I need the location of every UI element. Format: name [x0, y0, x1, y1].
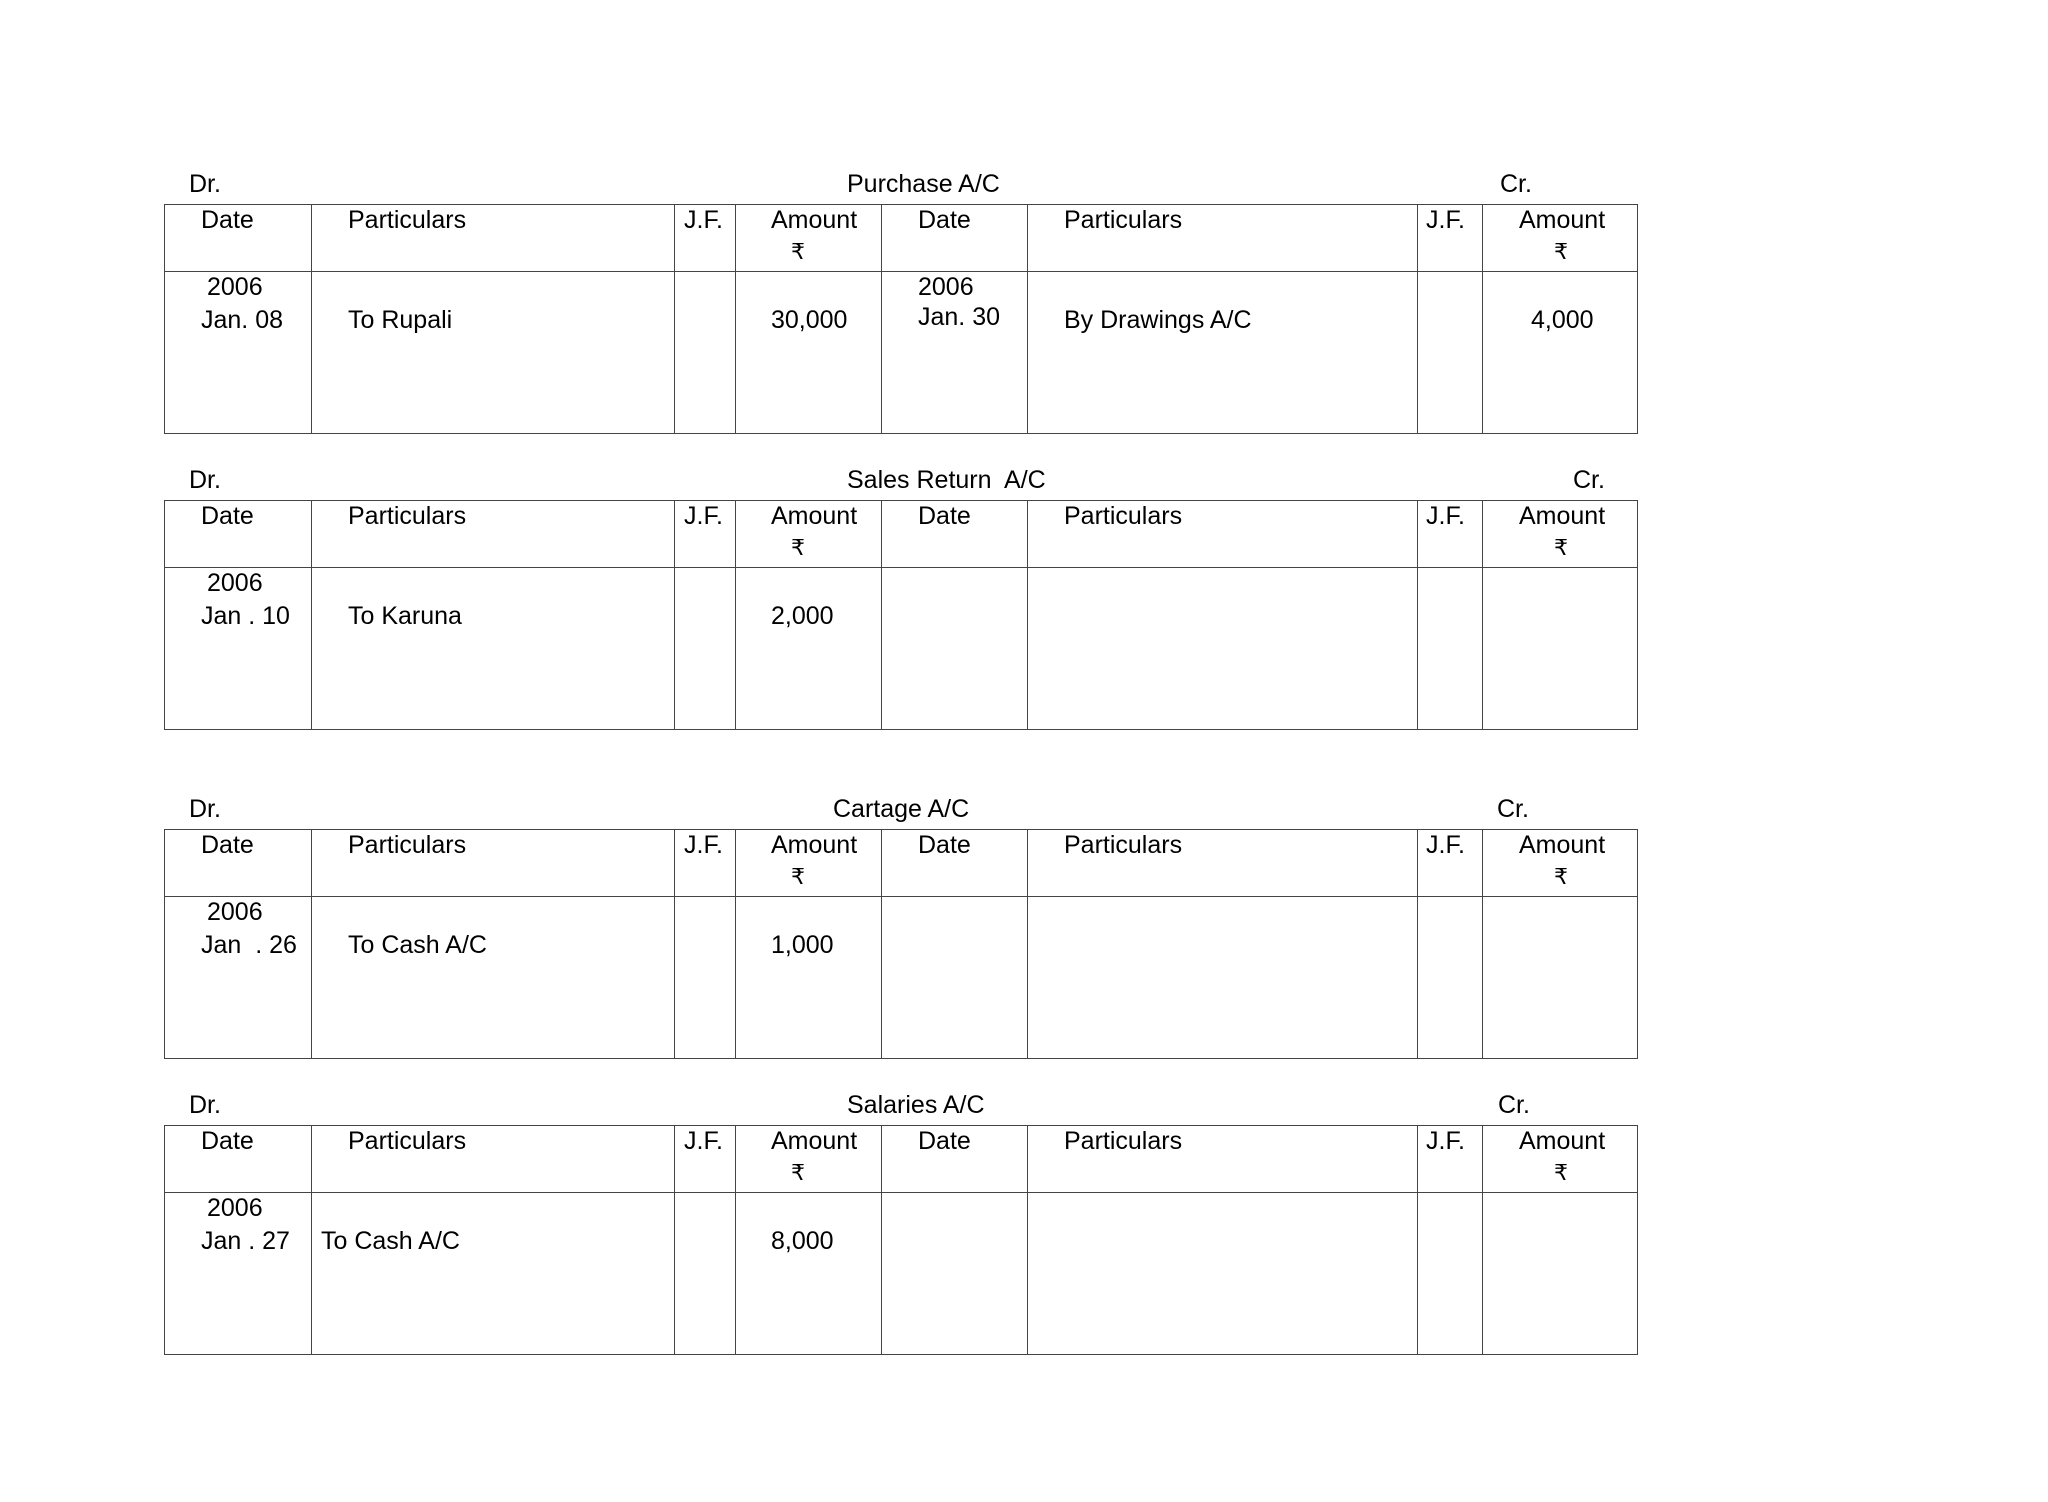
debit-amount: 2,000: [771, 602, 834, 630]
col-divider: [674, 501, 675, 729]
header-date: Date: [201, 206, 254, 234]
header-jf: J.F.: [1426, 502, 1465, 530]
header-amount: Amount: [771, 1127, 858, 1155]
col-divider: [1417, 501, 1418, 729]
debit-date: Jan. 08: [201, 306, 284, 334]
debit-year: 2006: [207, 569, 263, 597]
col-divider: [1027, 205, 1028, 433]
rupee-symbol: ₹: [1554, 1161, 1568, 1186]
ledger-title: Cartage A/C: [833, 795, 970, 823]
debit-date: Jan . 26: [201, 931, 297, 959]
header-date: Date: [201, 502, 254, 530]
header-date: Date: [201, 831, 254, 859]
header-jf: J.F.: [1426, 206, 1465, 234]
rupee-symbol: ₹: [1554, 865, 1568, 890]
col-divider: [1027, 1126, 1028, 1354]
header-particulars: Particulars: [348, 831, 467, 859]
header-amount: Amount: [1519, 502, 1606, 530]
col-divider: [735, 205, 736, 433]
ledger-title: Salaries A/C: [847, 1091, 985, 1119]
col-divider: [735, 830, 736, 1058]
debit-particulars: To Cash A/C: [348, 931, 487, 959]
header-particulars: Particulars: [348, 502, 467, 530]
header-date: Date: [918, 1127, 971, 1155]
cr-label: Cr.: [1497, 795, 1529, 823]
header-amount: Amount: [771, 502, 858, 530]
col-divider: [735, 1126, 736, 1354]
rupee-symbol: ₹: [791, 865, 805, 890]
dr-label: Dr.: [189, 466, 221, 494]
header-amount: Amount: [771, 831, 858, 859]
dr-label: Dr.: [189, 170, 221, 198]
header-jf: J.F.: [684, 502, 723, 530]
header-date: Date: [918, 831, 971, 859]
col-divider: [881, 501, 882, 729]
ledger-table: [164, 204, 1638, 434]
col-divider: [1417, 205, 1418, 433]
header-particulars: Particulars: [1064, 831, 1183, 859]
debit-year: 2006: [207, 1194, 263, 1222]
header-particulars: Particulars: [348, 1127, 467, 1155]
header-date: Date: [201, 1127, 254, 1155]
col-divider: [311, 501, 312, 729]
col-divider: [1417, 1126, 1418, 1354]
ledger-table: [164, 1125, 1638, 1355]
header-jf: J.F.: [1426, 831, 1465, 859]
debit-amount: 30,000: [771, 306, 848, 334]
col-divider: [311, 1126, 312, 1354]
credit-amount: 4,000: [1531, 306, 1594, 334]
col-divider: [1027, 830, 1028, 1058]
dr-label: Dr.: [189, 795, 221, 823]
ledger-table: [164, 500, 1638, 730]
header-particulars: Particulars: [1064, 206, 1183, 234]
header-amount: Amount: [1519, 206, 1606, 234]
ledger-table: [164, 829, 1638, 1059]
credit-date: Jan. 30: [918, 303, 1001, 331]
dr-label: Dr.: [189, 1091, 221, 1119]
header-jf: J.F.: [684, 1127, 723, 1155]
debit-particulars: To Cash A/C: [321, 1227, 460, 1255]
col-divider: [881, 830, 882, 1058]
col-divider: [311, 205, 312, 433]
debit-year: 2006: [207, 898, 263, 926]
col-divider: [881, 205, 882, 433]
rupee-symbol: ₹: [791, 536, 805, 561]
header-amount: Amount: [771, 206, 858, 234]
cr-label: Cr.: [1573, 466, 1605, 494]
col-divider: [674, 205, 675, 433]
header-amount: Amount: [1519, 831, 1606, 859]
rupee-symbol: ₹: [791, 1161, 805, 1186]
credit-year: 2006: [918, 273, 974, 301]
debit-year: 2006: [207, 273, 263, 301]
header-particulars: Particulars: [1064, 1127, 1183, 1155]
header-date: Date: [918, 206, 971, 234]
ledger-title: Sales Return A/C: [847, 466, 1046, 494]
col-divider: [1482, 1126, 1483, 1354]
header-jf: J.F.: [684, 831, 723, 859]
header-amount: Amount: [1519, 1127, 1606, 1155]
credit-particulars: By Drawings A/C: [1064, 306, 1252, 334]
col-divider: [1482, 501, 1483, 729]
col-divider: [881, 1126, 882, 1354]
rupee-symbol: ₹: [1554, 240, 1568, 265]
cr-label: Cr.: [1500, 170, 1532, 198]
col-divider: [311, 830, 312, 1058]
debit-particulars: To Rupali: [348, 306, 453, 334]
col-divider: [1482, 830, 1483, 1058]
rupee-symbol: ₹: [791, 240, 805, 265]
col-divider: [1027, 501, 1028, 729]
col-divider: [674, 830, 675, 1058]
header-jf: J.F.: [684, 206, 723, 234]
cr-label: Cr.: [1498, 1091, 1530, 1119]
debit-particulars: To Karuna: [348, 602, 462, 630]
header-date: Date: [918, 502, 971, 530]
header-particulars: Particulars: [348, 206, 467, 234]
col-divider: [674, 1126, 675, 1354]
debit-date: Jan . 27: [201, 1227, 290, 1255]
header-jf: J.F.: [1426, 1127, 1465, 1155]
debit-date: Jan . 10: [201, 602, 290, 630]
col-divider: [1417, 830, 1418, 1058]
ledger-title: Purchase A/C: [847, 170, 1000, 198]
header-particulars: Particulars: [1064, 502, 1183, 530]
col-divider: [735, 501, 736, 729]
debit-amount: 8,000: [771, 1227, 834, 1255]
col-divider: [1482, 205, 1483, 433]
rupee-symbol: ₹: [1554, 536, 1568, 561]
debit-amount: 1,000: [771, 931, 834, 959]
